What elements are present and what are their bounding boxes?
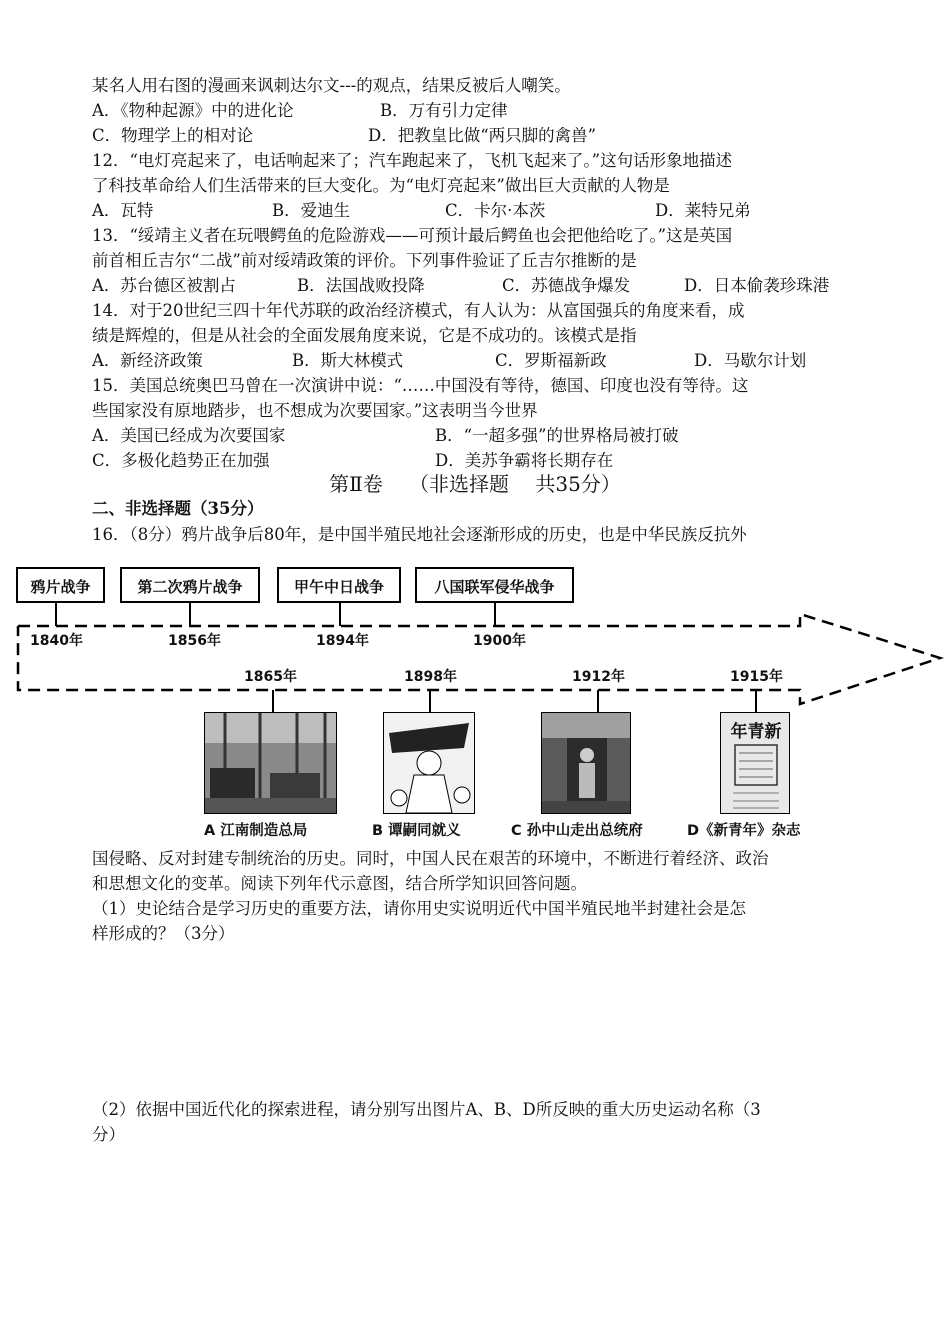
caption-b: B 谭嗣同就义 [372, 823, 461, 839]
subquestion-1-line2: 样形成的？（3分） [92, 924, 235, 943]
question-14-line1: 14．对于20世纪三四十年代苏联的政治经济模式，有人认为：从富国强兵的角度来看，成 [92, 301, 745, 320]
q15-option-b: B．“一超多强”的世界格局被打破 [435, 426, 679, 445]
year-1894: 1894年 [316, 633, 369, 649]
photo-sun-yat-sen [541, 712, 631, 814]
subquestion-2-line1: （2）依据中国近代化的探索进程，请分别写出图片A、B、D所反映的重大历史运动名称（3 [92, 1100, 761, 1119]
q13-option-d: D．日本偷袭珍珠港 [684, 276, 830, 295]
q15-option-c: C．多极化趋势正在加强 [92, 451, 270, 470]
event-box-second-opium-war: 第二次鸦片战争 [120, 567, 260, 603]
question-13-line1: 13．“绥靖主义者在玩喂鳄鱼的危险游戏——可预计最后鳄鱼也会把他给吃了。”这是英国 [92, 226, 733, 245]
q15-option-d: D．美苏争霸将长期存在 [435, 451, 614, 470]
year-1865: 1865年 [244, 669, 297, 685]
q12-option-b: B．爱迪生 [272, 201, 351, 220]
q11-option-b: B．万有引力定律 [380, 101, 508, 120]
year-1856: 1856年 [168, 633, 221, 649]
question-15-line1: 15．美国总统奥巴马曾在一次演讲中说：“……中国没有等待，德国、印度也没有等待。这 [92, 376, 749, 395]
year-1898: 1898年 [404, 669, 457, 685]
section-desc: （非选择题 [409, 472, 510, 496]
subquestion-2-line2: 分） [92, 1125, 125, 1144]
year-1900: 1900年 [473, 633, 526, 649]
event-box-opium-war: 鸦片战争 [16, 567, 105, 603]
timeline-arrow [0, 600, 950, 750]
q13-option-a: A．苏台德区被割占 [92, 276, 236, 295]
question-13-line2: 前首相丘吉尔“二战”前对绥靖政策的评价。下列事件验证了丘吉尔推断的是 [92, 251, 637, 270]
q13-option-c: C．苏德战争爆发 [502, 276, 631, 295]
q12-option-d: D．莱特兄弟 [655, 201, 751, 220]
year-1915: 1915年 [730, 669, 783, 685]
question-16-line3: 和思想文化的变革。阅读下列年代示意图，结合所学知识回答问题。 [92, 874, 587, 893]
q11-option-d: D．把教皇比做“两只脚的禽兽” [368, 126, 597, 145]
event-box-sino-japanese-war: 甲午中日战争 [277, 567, 401, 603]
question-14-line2: 绩是辉煌的，但是从社会的全面发展角度来说，它是不成功的。该模式是指 [92, 326, 637, 345]
section-score: 共35分） [535, 472, 621, 496]
question-16-line1: 16．（8分）鸦片战争后80年，是中国半殖民地社会逐渐形成的历史，也是中华民族反抗外 [92, 525, 747, 544]
question-12-line2: 了科技革命给人们生活带来的巨大变化。为“电灯亮起来”做出巨大贡献的人物是 [92, 176, 670, 195]
caption-c: C 孙中山走出总统府 [511, 823, 643, 839]
q11-option-c: C．物理学上的相对论 [92, 126, 254, 145]
q13-option-b: B．法国战败投降 [297, 276, 425, 295]
section-title [0, 470, 950, 498]
section-part: 第Ⅱ卷 [329, 472, 383, 496]
question-15-line2: 些国家没有原地踏步，也不想成为次要国家。”这表明当今世界 [92, 401, 538, 420]
q14-option-b: B．斯大林模式 [292, 351, 404, 370]
year-1912: 1912年 [572, 669, 625, 685]
q15-option-a: A．美国已经成为次要国家 [92, 426, 286, 445]
image-new-youth-magazine [720, 712, 790, 814]
photo-jiangnan-arsenal [204, 712, 337, 814]
q14-option-c: C．罗斯福新政 [495, 351, 607, 370]
q12-option-a: A．瓦特 [92, 201, 154, 220]
question-16-line2: 国侵略、反对封建专制统治的历史。同时，中国人民在艰苦的环境中，不断进行着经济、政治 [92, 849, 769, 868]
caption-d: D《新青年》杂志 [687, 823, 801, 839]
event-box-eight-nation-alliance: 八国联军侵华战争 [415, 567, 574, 603]
q14-option-d: D．马歇尔计划 [694, 351, 807, 370]
year-1840: 1840年 [30, 633, 83, 649]
question-11-stem: 某名人用右图的漫画来讽刺达尔文---的观点，结果反被后人嘲笑。 [92, 76, 571, 95]
question-12-line1: 12．“电灯亮起来了，电话响起来了；汽车跑起来了，飞机飞起来了。”这句话形象地描述 [92, 151, 733, 170]
q14-option-a: A．新经济政策 [92, 351, 203, 370]
section-heading: 二、非选择题（35分） [92, 499, 264, 518]
illustration-tan-sitong [383, 712, 475, 814]
q11-option-a: A．《物种起源》中的进化论 [92, 101, 294, 120]
subquestion-1-line1: （1）史论结合是学习历史的重要方法，请你用史实说明近代中国半殖民地半封建社会是怎 [92, 899, 746, 918]
q12-option-c: C．卡尔·本茨 [445, 201, 546, 220]
magazine-title: 新青年 [730, 722, 782, 742]
caption-a: A 江南制造总局 [204, 823, 308, 839]
